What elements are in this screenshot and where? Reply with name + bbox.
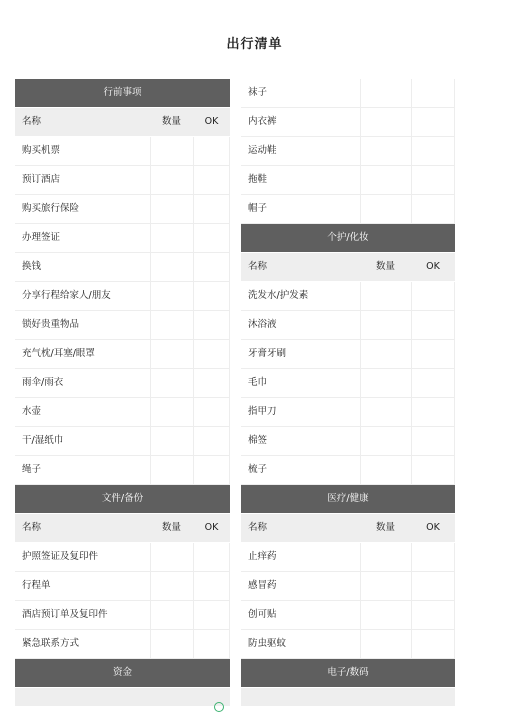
header-name: 名称 (248, 261, 268, 272)
list-item (241, 79, 455, 108)
ok-checkbox-cell[interactable] (193, 369, 229, 397)
quantity-cell[interactable] (150, 166, 193, 194)
item-name: 沐浴液 (248, 319, 277, 330)
item-name: 预订酒店 (22, 174, 61, 185)
list-item (15, 543, 230, 572)
left-column (15, 79, 230, 706)
ok-checkbox-cell[interactable] (411, 398, 454, 426)
item-name: 棉签 (248, 435, 268, 446)
ok-checkbox-cell[interactable] (193, 253, 229, 281)
quantity-cell[interactable] (360, 195, 411, 223)
ok-checkbox-cell[interactable] (193, 166, 229, 194)
quantity-cell[interactable] (150, 137, 193, 165)
item-name: 购买机票 (22, 145, 61, 156)
section-continuation (15, 688, 230, 706)
ok-checkbox-cell[interactable] (411, 572, 454, 600)
ok-checkbox-cell[interactable] (411, 282, 454, 310)
list-item (241, 311, 455, 340)
list-item (241, 340, 455, 369)
item-name: 梳子 (248, 464, 268, 475)
ok-checkbox-cell[interactable] (193, 282, 229, 310)
list-item (241, 601, 455, 630)
list-item (15, 340, 230, 369)
quantity-cell[interactable] (360, 108, 411, 136)
item-name: 分享行程给家人/朋友 (22, 290, 111, 301)
header-ok: OK (204, 522, 219, 533)
pretrip-list (15, 137, 230, 485)
column-headers (241, 514, 455, 543)
item-name: 运动鞋 (248, 145, 277, 156)
list-item (241, 137, 455, 166)
list-item (241, 369, 455, 398)
column-headers (241, 253, 455, 282)
header-ok: OK (426, 522, 440, 533)
ok-checkbox-cell[interactable] (411, 630, 454, 658)
quantity-cell[interactable] (360, 340, 411, 368)
ok-checkbox-cell[interactable] (411, 79, 454, 107)
section-header-personal-care: 个护/化妆 (241, 224, 455, 253)
section-continuation (241, 688, 455, 706)
header-name: 名称 (22, 116, 42, 127)
ok-checkbox-cell[interactable] (411, 369, 454, 397)
ok-checkbox-cell[interactable] (193, 224, 229, 252)
ok-checkbox-cell[interactable] (411, 543, 454, 571)
quantity-cell[interactable] (360, 398, 411, 426)
ok-checkbox-cell[interactable] (193, 340, 229, 368)
list-item (241, 456, 455, 485)
quantity-cell[interactable] (150, 340, 193, 368)
list-item (15, 572, 230, 601)
list-item (15, 427, 230, 456)
header-name: 名称 (248, 522, 268, 533)
item-name: 酒店预订单及复印件 (22, 609, 108, 620)
ok-checkbox-cell[interactable] (193, 630, 229, 658)
item-name: 内衣裤 (248, 116, 277, 127)
item-name: 水壶 (22, 406, 42, 417)
list-item (241, 108, 455, 137)
item-name: 牙膏牙刷 (248, 348, 287, 359)
list-item (15, 369, 230, 398)
section-header-pretrip: 行前事项 (15, 79, 230, 108)
item-name: 紧急联系方式 (22, 638, 80, 649)
item-name: 干/湿纸巾 (22, 435, 64, 446)
list-item (241, 166, 455, 195)
item-name: 指甲刀 (248, 406, 277, 417)
ok-checkbox-cell[interactable] (411, 601, 454, 629)
list-item (15, 166, 230, 195)
quantity-cell[interactable] (150, 572, 193, 600)
list-item (15, 601, 230, 630)
list-item (241, 398, 455, 427)
documents-list (15, 543, 230, 659)
quantity-cell[interactable] (360, 456, 411, 484)
section-header-electronics: 电子/数码 (241, 659, 455, 688)
quantity-cell[interactable] (360, 369, 411, 397)
clothing-list (241, 79, 455, 224)
list-item (15, 630, 230, 659)
ok-checkbox-cell[interactable] (193, 601, 229, 629)
section-header-documents: 文件/备份 (15, 485, 230, 514)
quantity-cell[interactable] (360, 601, 411, 629)
item-name: 购买旅行保险 (22, 203, 80, 214)
item-name: 行程单 (22, 580, 51, 591)
list-item (241, 543, 455, 572)
quantity-cell[interactable] (360, 427, 411, 455)
header-qty: 数量 (161, 522, 181, 533)
item-name: 防虫驱蚊 (248, 638, 287, 649)
list-item (15, 253, 230, 282)
column-headers (15, 514, 230, 543)
item-name: 护照签证及复印件 (22, 551, 99, 562)
list-item (241, 630, 455, 659)
quantity-cell[interactable] (150, 630, 193, 658)
right-column (241, 79, 455, 706)
header-name: 名称 (22, 522, 42, 533)
quantity-cell[interactable] (150, 456, 193, 484)
item-name: 创可贴 (248, 609, 277, 620)
list-item (15, 282, 230, 311)
section-header-funds: 资金 (15, 659, 230, 688)
personal-care-list (241, 282, 455, 485)
ok-checkbox-cell[interactable] (411, 108, 454, 136)
list-item (241, 427, 455, 456)
list-item (15, 195, 230, 224)
ok-checkbox-cell[interactable] (193, 427, 229, 455)
quantity-cell[interactable] (150, 369, 193, 397)
quantity-cell[interactable] (360, 166, 411, 194)
quantity-cell[interactable] (360, 630, 411, 658)
circle-icon (214, 702, 224, 712)
header-ok: OK (204, 116, 219, 127)
header-qty: 数量 (161, 116, 181, 127)
item-name: 充气枕/耳塞/眼罩 (22, 348, 95, 359)
ok-checkbox-cell[interactable] (193, 572, 229, 600)
ok-checkbox-cell[interactable] (411, 311, 454, 339)
ok-checkbox-cell[interactable] (193, 137, 229, 165)
list-item (15, 137, 230, 166)
header-qty: 数量 (375, 522, 395, 533)
ok-checkbox-cell[interactable] (193, 543, 229, 571)
ok-checkbox-cell[interactable] (411, 166, 454, 194)
quantity-cell[interactable] (150, 195, 193, 223)
header-qty: 数量 (375, 261, 395, 272)
ok-checkbox-cell[interactable] (193, 195, 229, 223)
quantity-cell[interactable] (150, 282, 193, 310)
ok-checkbox-cell[interactable] (193, 456, 229, 484)
page-title: 出行清单 (226, 37, 283, 52)
item-name: 绳子 (22, 464, 42, 475)
list-item (241, 572, 455, 601)
quantity-cell[interactable] (360, 282, 411, 310)
quantity-cell[interactable] (150, 253, 193, 281)
ok-checkbox-cell[interactable] (193, 311, 229, 339)
quantity-cell[interactable] (360, 79, 411, 107)
quantity-cell[interactable] (360, 137, 411, 165)
ok-checkbox-cell[interactable] (411, 427, 454, 455)
quantity-cell[interactable] (150, 311, 193, 339)
item-name: 止痒药 (248, 551, 277, 562)
quantity-cell[interactable] (360, 311, 411, 339)
list-item (15, 398, 230, 427)
ok-checkbox-cell[interactable] (411, 340, 454, 368)
quantity-cell[interactable] (150, 398, 193, 426)
list-item (15, 224, 230, 253)
quantity-cell[interactable] (150, 224, 193, 252)
ok-checkbox-cell[interactable] (411, 137, 454, 165)
item-name: 锁好贵重物品 (22, 319, 80, 330)
item-name: 办理签证 (22, 232, 61, 243)
item-name: 雨伞/雨衣 (22, 377, 64, 388)
quantity-cell[interactable] (150, 543, 193, 571)
item-name: 换钱 (22, 261, 42, 272)
header-ok: OK (426, 261, 440, 272)
ok-checkbox-cell[interactable] (411, 195, 454, 223)
item-name: 帽子 (248, 203, 268, 214)
item-name: 毛巾 (248, 377, 268, 388)
medical-list (241, 543, 455, 659)
item-name: 拖鞋 (248, 174, 268, 185)
section-header-medical: 医疗/健康 (241, 485, 455, 514)
quantity-cell[interactable] (150, 427, 193, 455)
quantity-cell[interactable] (360, 572, 411, 600)
column-headers (15, 108, 230, 137)
list-item (15, 456, 230, 485)
item-name: 感冒药 (248, 580, 277, 591)
item-name: 袜子 (248, 87, 268, 98)
ok-checkbox-cell[interactable] (411, 456, 454, 484)
quantity-cell[interactable] (150, 601, 193, 629)
ok-checkbox-cell[interactable] (193, 398, 229, 426)
list-item (15, 311, 230, 340)
list-item (241, 195, 455, 224)
item-name: 洗发水/护发素 (248, 290, 309, 301)
list-item (241, 282, 455, 311)
quantity-cell[interactable] (360, 543, 411, 571)
